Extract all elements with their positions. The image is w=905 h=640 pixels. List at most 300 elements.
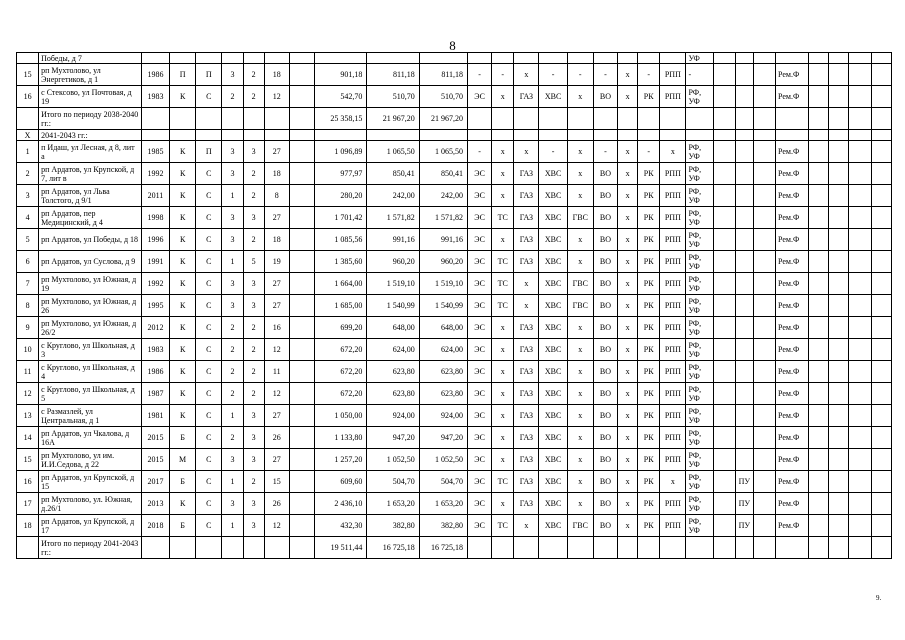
cell-e6 xyxy=(849,108,871,130)
cell-rem: Рем.Ф xyxy=(776,493,809,515)
cell-e2 xyxy=(713,493,735,515)
cell-gvs xyxy=(567,108,593,130)
cell-rk: РК xyxy=(638,383,660,405)
cell-x: х xyxy=(618,229,638,251)
cell-e7 xyxy=(871,163,891,185)
cell-gaz: х xyxy=(514,515,539,537)
cell-entr: 2 xyxy=(243,471,264,493)
cell-gvs: х xyxy=(567,427,593,449)
cell-type: С xyxy=(196,515,222,537)
cell-ts: х xyxy=(492,361,514,383)
cell-year: 2011 xyxy=(141,185,169,207)
cell-e5 xyxy=(829,141,849,163)
cell-area_res: 947,20 xyxy=(367,427,419,449)
cell-type: С xyxy=(196,251,222,273)
cell-area_apt: 850,41 xyxy=(419,163,467,185)
cell-vo: ВО xyxy=(593,515,617,537)
cell-ts: х xyxy=(492,163,514,185)
cell-area_total: 1 385,60 xyxy=(315,251,367,273)
cell-e4 xyxy=(809,207,829,229)
cell-e2 xyxy=(713,108,735,130)
cell-area_total: 672,20 xyxy=(315,339,367,361)
cell-e4 xyxy=(809,449,829,471)
cell-ts: х xyxy=(492,383,514,405)
cell-n: 2 xyxy=(17,163,39,185)
cell-e1 xyxy=(289,471,314,493)
cell-rem: Рем.Ф xyxy=(776,207,809,229)
cell-e2 xyxy=(713,207,735,229)
cell-gvs: ГВС xyxy=(567,273,593,295)
cell-area_total: 1 685,00 xyxy=(315,295,367,317)
cell-mat xyxy=(170,537,196,559)
cell-type xyxy=(196,130,222,141)
cell-hvs: ХВС xyxy=(539,185,567,207)
cell-pu xyxy=(735,229,753,251)
table-row xyxy=(17,361,892,383)
cell-year: 1998 xyxy=(141,207,169,229)
cell-gvs: х xyxy=(567,449,593,471)
cell-apts: 27 xyxy=(264,141,289,163)
cell-rp: РПП xyxy=(660,405,686,427)
cell-e4 xyxy=(809,273,829,295)
cell-rp: РПП xyxy=(660,207,686,229)
cell-e4 xyxy=(809,339,829,361)
cell-type: С xyxy=(196,207,222,229)
cell-area_res: 924,00 xyxy=(367,405,419,427)
cell-rk xyxy=(638,130,660,141)
cell-vo: ВО xyxy=(593,361,617,383)
cell-addr: с Стексово, ул Почтовая, д 19 xyxy=(39,86,142,108)
cell-e3 xyxy=(753,163,775,185)
cell-mat: К xyxy=(170,273,196,295)
cell-rf: РФ, УФ xyxy=(686,207,713,229)
cell-area_total: 1 257,20 xyxy=(315,449,367,471)
cell-apts xyxy=(264,108,289,130)
cell-area_apt: 1 065,50 xyxy=(419,141,467,163)
cell-addr: рп Ардатов, ул Льва Толстого, д 9/1 xyxy=(39,185,142,207)
cell-gvs: х xyxy=(567,383,593,405)
table-row xyxy=(17,141,892,163)
cell-gvs: х xyxy=(567,493,593,515)
cell-hvs: ХВС xyxy=(539,427,567,449)
cell-area_total: 1 050,00 xyxy=(315,405,367,427)
cell-entr: 3 xyxy=(243,295,264,317)
cell-e4 xyxy=(809,229,829,251)
cell-vo: ВО xyxy=(593,427,617,449)
cell-es: ЭС xyxy=(468,339,492,361)
cell-gaz: х xyxy=(514,141,539,163)
cell-entr: 3 xyxy=(243,273,264,295)
cell-rf: - xyxy=(686,64,713,86)
cell-area_total: 699,20 xyxy=(315,317,367,339)
cell-ts: ТС xyxy=(492,471,514,493)
cell-addr: 2041-2043 гг.: xyxy=(39,130,142,141)
cell-es: ЭС xyxy=(468,86,492,108)
cell-e1 xyxy=(289,185,314,207)
cell-hvs: ХВС xyxy=(539,405,567,427)
cell-rp: РПП xyxy=(660,273,686,295)
cell-vo: - xyxy=(593,64,617,86)
cell-e5 xyxy=(829,383,849,405)
cell-e5 xyxy=(829,86,849,108)
cell-e6 xyxy=(849,339,871,361)
cell-area_total: 2 436,10 xyxy=(315,493,367,515)
cell-floors: 1 xyxy=(222,251,243,273)
cell-mat: Б xyxy=(170,515,196,537)
cell-es: ЭС xyxy=(468,427,492,449)
cell-addr: рп Мухтолово, ул Южная, д 26/2 xyxy=(39,317,142,339)
cell-e4 xyxy=(809,163,829,185)
cell-mat: К xyxy=(170,317,196,339)
cell-floors: 3 xyxy=(222,141,243,163)
cell-e3 xyxy=(753,207,775,229)
cell-gaz: ГАЗ xyxy=(514,405,539,427)
cell-gvs: - xyxy=(567,64,593,86)
cell-gaz: ГАЗ xyxy=(514,185,539,207)
cell-e6 xyxy=(849,141,871,163)
table-row xyxy=(17,229,892,251)
cell-area_total xyxy=(315,130,367,141)
cell-e4 xyxy=(809,383,829,405)
cell-area_res: 504,70 xyxy=(367,471,419,493)
table-row xyxy=(17,515,892,537)
cell-vo: ВО xyxy=(593,207,617,229)
cell-floors xyxy=(222,53,243,64)
cell-year xyxy=(141,53,169,64)
cell-es: - xyxy=(468,141,492,163)
cell-gaz: ГАЗ xyxy=(514,427,539,449)
cell-mat: К xyxy=(170,383,196,405)
cell-apts: 27 xyxy=(264,295,289,317)
table-row xyxy=(17,493,892,515)
cell-x xyxy=(618,108,638,130)
cell-rf: РФ, УФ xyxy=(686,405,713,427)
cell-rk: РК xyxy=(638,273,660,295)
cell-mat: К xyxy=(170,185,196,207)
cell-rk: РК xyxy=(638,405,660,427)
cell-es: ЭС xyxy=(468,163,492,185)
cell-rp: РПП xyxy=(660,427,686,449)
cell-e1 xyxy=(289,361,314,383)
cell-gaz: ГАЗ xyxy=(514,163,539,185)
cell-hvs: ХВС xyxy=(539,207,567,229)
cell-e7 xyxy=(871,493,891,515)
cell-x: х xyxy=(618,427,638,449)
cell-e6 xyxy=(849,537,871,559)
table-row xyxy=(17,405,892,427)
cell-rk: РК xyxy=(638,361,660,383)
cell-rp: РПП xyxy=(660,64,686,86)
cell-type: С xyxy=(196,427,222,449)
cell-rem: Рем.Ф xyxy=(776,317,809,339)
cell-gvs: х xyxy=(567,185,593,207)
cell-area_total xyxy=(315,53,367,64)
cell-e7 xyxy=(871,53,891,64)
cell-gvs: х xyxy=(567,339,593,361)
cell-e1 xyxy=(289,537,314,559)
cell-vo: ВО xyxy=(593,317,617,339)
cell-apts: 27 xyxy=(264,405,289,427)
cell-e1 xyxy=(289,229,314,251)
cell-e5 xyxy=(829,251,849,273)
cell-type: С xyxy=(196,449,222,471)
cell-entr xyxy=(243,130,264,141)
cell-floors: 3 xyxy=(222,273,243,295)
cell-year: 1995 xyxy=(141,295,169,317)
cell-e1 xyxy=(289,108,314,130)
cell-n: 6 xyxy=(17,251,39,273)
cell-area_apt: 623,80 xyxy=(419,361,467,383)
cell-entr: 2 xyxy=(243,317,264,339)
cell-ts: х xyxy=(492,339,514,361)
cell-rp: РПП xyxy=(660,339,686,361)
cell-year: 1985 xyxy=(141,141,169,163)
cell-e3 xyxy=(753,339,775,361)
cell-floors: 3 xyxy=(222,163,243,185)
cell-x: х xyxy=(618,449,638,471)
cell-hvs: ХВС xyxy=(539,295,567,317)
cell-area_res: 21 967,20 xyxy=(367,108,419,130)
cell-type: С xyxy=(196,339,222,361)
cell-rk: - xyxy=(638,64,660,86)
cell-rem: Рем.Ф xyxy=(776,86,809,108)
cell-gaz: ГАЗ xyxy=(514,383,539,405)
cell-e3 xyxy=(753,471,775,493)
cell-e5 xyxy=(829,537,849,559)
cell-x: х xyxy=(618,295,638,317)
cell-apts: 27 xyxy=(264,207,289,229)
cell-floors: 3 xyxy=(222,229,243,251)
cell-type xyxy=(196,537,222,559)
cell-floors: 2 xyxy=(222,383,243,405)
cell-hvs: ХВС xyxy=(539,515,567,537)
cell-rk: РК xyxy=(638,317,660,339)
cell-entr: 2 xyxy=(243,339,264,361)
cell-e2 xyxy=(713,515,735,537)
cell-n: 9 xyxy=(17,317,39,339)
cell-addr: Итого по периоду 2041-2043 гг.: xyxy=(39,537,142,559)
cell-mat: К xyxy=(170,339,196,361)
cell-gaz: х xyxy=(514,295,539,317)
cell-type: С xyxy=(196,405,222,427)
cell-gvs: ГВС xyxy=(567,515,593,537)
cell-e5 xyxy=(829,493,849,515)
cell-rf: РФ, УФ xyxy=(686,273,713,295)
cell-e3 xyxy=(753,449,775,471)
cell-addr: с Круглово, ул Школьная, д 5 xyxy=(39,383,142,405)
cell-entr xyxy=(243,537,264,559)
cell-gaz: ГАЗ xyxy=(514,339,539,361)
cell-addr: с Круглово, ул Школьная, д 4 xyxy=(39,361,142,383)
cell-rf: УФ xyxy=(686,53,713,64)
cell-rem: Рем.Ф xyxy=(776,361,809,383)
cell-mat: К xyxy=(170,163,196,185)
cell-e3 xyxy=(753,130,775,141)
table-row xyxy=(17,130,892,141)
cell-ts: х xyxy=(492,229,514,251)
cell-gaz: ГАЗ xyxy=(514,317,539,339)
cell-vo: ВО xyxy=(593,295,617,317)
cell-ts: х xyxy=(492,493,514,515)
table-row xyxy=(17,317,892,339)
cell-hvs: ХВС xyxy=(539,229,567,251)
cell-es: ЭС xyxy=(468,207,492,229)
cell-e1 xyxy=(289,86,314,108)
cell-e3 xyxy=(753,493,775,515)
cell-rf: РФ, УФ xyxy=(686,317,713,339)
cell-n: 5 xyxy=(17,229,39,251)
cell-es: ЭС xyxy=(468,449,492,471)
cell-e7 xyxy=(871,295,891,317)
cell-hvs: ХВС xyxy=(539,163,567,185)
table-row xyxy=(17,86,892,108)
cell-rp: РПП xyxy=(660,86,686,108)
cell-entr: 2 xyxy=(243,185,264,207)
cell-rk: РК xyxy=(638,493,660,515)
cell-e7 xyxy=(871,185,891,207)
cell-e7 xyxy=(871,471,891,493)
cell-vo xyxy=(593,537,617,559)
cell-addr: рп Ардатов, ул Крупской, д 7, лит в xyxy=(39,163,142,185)
cell-gaz: ГАЗ xyxy=(514,229,539,251)
cell-vo: ВО xyxy=(593,471,617,493)
cell-apts: 15 xyxy=(264,471,289,493)
cell-ts xyxy=(492,53,514,64)
cell-apts: 11 xyxy=(264,361,289,383)
cell-hvs: ХВС xyxy=(539,251,567,273)
cell-gaz: ГАЗ xyxy=(514,86,539,108)
cell-floors: 1 xyxy=(222,515,243,537)
cell-rk xyxy=(638,537,660,559)
cell-hvs: ХВС xyxy=(539,361,567,383)
cell-hvs: ХВС xyxy=(539,86,567,108)
cell-n: 13 xyxy=(17,405,39,427)
cell-e5 xyxy=(829,130,849,141)
cell-gvs xyxy=(567,53,593,64)
cell-e4 xyxy=(809,515,829,537)
cell-n: 18 xyxy=(17,515,39,537)
cell-e4 xyxy=(809,86,829,108)
cell-mat: Б xyxy=(170,427,196,449)
cell-floors: 2 xyxy=(222,427,243,449)
cell-hvs: ХВС xyxy=(539,493,567,515)
cell-mat xyxy=(170,108,196,130)
cell-e4 xyxy=(809,141,829,163)
cell-area_total: 1 664,00 xyxy=(315,273,367,295)
cell-e3 xyxy=(753,185,775,207)
cell-e6 xyxy=(849,229,871,251)
cell-rk: РК xyxy=(638,339,660,361)
cell-rk: РК xyxy=(638,295,660,317)
cell-gvs: х xyxy=(567,163,593,185)
cell-e1 xyxy=(289,339,314,361)
cell-e3 xyxy=(753,251,775,273)
cell-x: х xyxy=(618,86,638,108)
cell-e1 xyxy=(289,130,314,141)
cell-pu xyxy=(735,339,753,361)
cell-rp: РПП xyxy=(660,229,686,251)
cell-apts: 27 xyxy=(264,449,289,471)
cell-area_total: 672,20 xyxy=(315,361,367,383)
cell-e7 xyxy=(871,86,891,108)
cell-e5 xyxy=(829,163,849,185)
cell-mat: К xyxy=(170,295,196,317)
cell-e6 xyxy=(849,53,871,64)
cell-e6 xyxy=(849,361,871,383)
cell-gaz: ГАЗ xyxy=(514,361,539,383)
cell-rem xyxy=(776,53,809,64)
cell-area_total: 672,20 xyxy=(315,383,367,405)
cell-rem: Рем.Ф xyxy=(776,449,809,471)
cell-ts: х xyxy=(492,141,514,163)
cell-apts: 19 xyxy=(264,251,289,273)
cell-rf: РФ, УФ xyxy=(686,295,713,317)
cell-e2 xyxy=(713,86,735,108)
cell-area_apt: 21 967,20 xyxy=(419,108,467,130)
cell-rem xyxy=(776,108,809,130)
cell-e6 xyxy=(849,471,871,493)
cell-n: 15 xyxy=(17,449,39,471)
cell-rem: Рем.Ф xyxy=(776,185,809,207)
cell-pu xyxy=(735,295,753,317)
cell-area_apt: 947,20 xyxy=(419,427,467,449)
cell-floors: 3 xyxy=(222,493,243,515)
cell-e6 xyxy=(849,86,871,108)
cell-n: 16 xyxy=(17,86,39,108)
cell-area_total: 609,60 xyxy=(315,471,367,493)
cell-year: 1992 xyxy=(141,273,169,295)
cell-e1 xyxy=(289,405,314,427)
cell-e3 xyxy=(753,273,775,295)
cell-e5 xyxy=(829,317,849,339)
cell-e6 xyxy=(849,405,871,427)
cell-es: ЭС xyxy=(468,229,492,251)
cell-e3 xyxy=(753,108,775,130)
cell-area_total: 542,70 xyxy=(315,86,367,108)
cell-area_res: 811,18 xyxy=(367,64,419,86)
cell-e7 xyxy=(871,537,891,559)
cell-vo: ВО xyxy=(593,163,617,185)
cell-entr: 3 xyxy=(243,141,264,163)
table-row xyxy=(17,185,892,207)
cell-e7 xyxy=(871,449,891,471)
table-row xyxy=(17,53,892,64)
cell-floors: 2 xyxy=(222,361,243,383)
cell-area_total: 25 358,15 xyxy=(315,108,367,130)
cell-entr: 3 xyxy=(243,427,264,449)
cell-e6 xyxy=(849,130,871,141)
cell-n xyxy=(17,537,39,559)
cell-rem: Рем.Ф xyxy=(776,273,809,295)
cell-year: 1981 xyxy=(141,405,169,427)
cell-addr: рп Мухтолово, ул им. И.И.Седова, д 22 xyxy=(39,449,142,471)
cell-es xyxy=(468,108,492,130)
cell-area_res: 624,00 xyxy=(367,339,419,361)
cell-entr: 3 xyxy=(243,405,264,427)
cell-gaz xyxy=(514,53,539,64)
cell-e4 xyxy=(809,427,829,449)
cell-apts: 26 xyxy=(264,427,289,449)
cell-pu xyxy=(735,141,753,163)
cell-rk: РК xyxy=(638,163,660,185)
cell-pu xyxy=(735,317,753,339)
cell-e4 xyxy=(809,317,829,339)
cell-e7 xyxy=(871,64,891,86)
cell-hvs xyxy=(539,53,567,64)
cell-n: 16 xyxy=(17,471,39,493)
cell-area_res: 1 052,50 xyxy=(367,449,419,471)
cell-e2 xyxy=(713,361,735,383)
